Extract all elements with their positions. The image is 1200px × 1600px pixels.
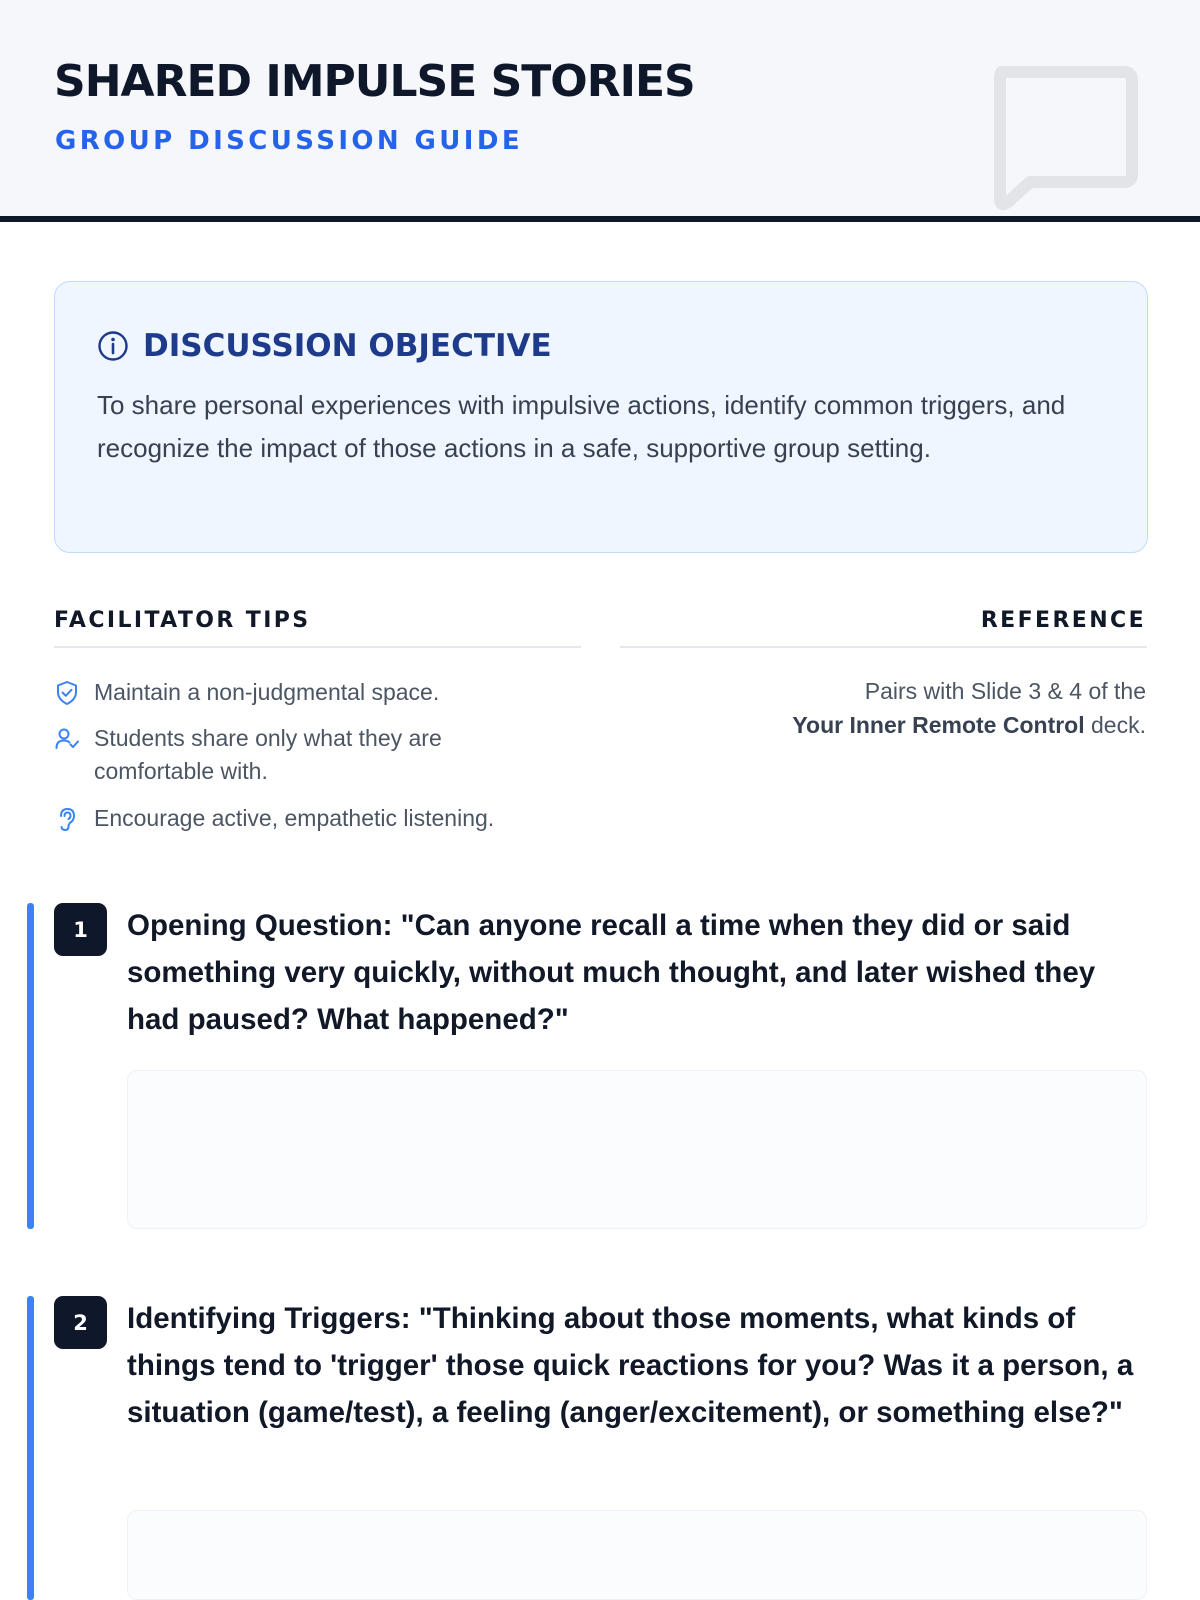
question-accent-bar (27, 1296, 34, 1600)
question-accent-bar (27, 903, 34, 1229)
page-title: SHARED IMPULSE STORIES (54, 56, 695, 107)
deck-suffix: deck. (1084, 712, 1146, 738)
question-number-badge: 1 (54, 903, 107, 956)
tips-divider (54, 646, 581, 648)
answer-space[interactable] (127, 1510, 1147, 1600)
tip-text: Maintain a non-judgmental space. (94, 679, 440, 705)
tip-item (54, 802, 574, 835)
facilitator-tips-label: FACILITATOR TIPS (54, 608, 311, 633)
ear-icon (54, 806, 80, 832)
tip-text: Students share only what they are comfortable with. (94, 725, 442, 784)
page-header (0, 0, 1200, 222)
reference-divider (620, 646, 1147, 648)
question-number-badge: 2 (54, 1296, 107, 1349)
reference-deck-line (586, 708, 1146, 742)
info-circle-icon (97, 330, 129, 362)
speech-bubble-icon (990, 64, 1140, 210)
reference-label: REFERENCE (980, 608, 1146, 633)
tip-item (54, 722, 494, 788)
question-text: Identifying Triggers: "Thinking about those moments, what kinds of things tend to 'trigger' those quick reactions for you? Was it a person, a situation (game/test), a feeling (anger/excitement), or something else?" (127, 1302, 1134, 1429)
tip-text: Encourage active, empathetic listening. (94, 805, 495, 831)
objective-text: To share personal experiences with impulsive actions, identify common triggers, and recognize the impact of those actions in a safe, supportive group setting. (97, 390, 1066, 463)
question-text: Opening Question: "Can anyone recall a time when they did or said something very quickly, without much thought, and later wished they had paused? What happened?" (127, 909, 1096, 1036)
deck-name: Your Inner Remote Control (792, 712, 1085, 738)
page-subtitle: GROUP DISCUSSION GUIDE (55, 126, 523, 156)
objective-card (54, 281, 1148, 553)
objective-title: DISCUSSION OBJECTIVE (143, 328, 552, 364)
objective-header (97, 328, 552, 364)
reference-line: Pairs with Slide 3 & 4 of the (864, 678, 1146, 704)
shield-check-icon (54, 680, 80, 706)
reference-text (586, 674, 1146, 742)
user-check-icon (54, 726, 80, 752)
answer-space[interactable] (127, 1070, 1147, 1229)
tip-item (54, 676, 554, 709)
